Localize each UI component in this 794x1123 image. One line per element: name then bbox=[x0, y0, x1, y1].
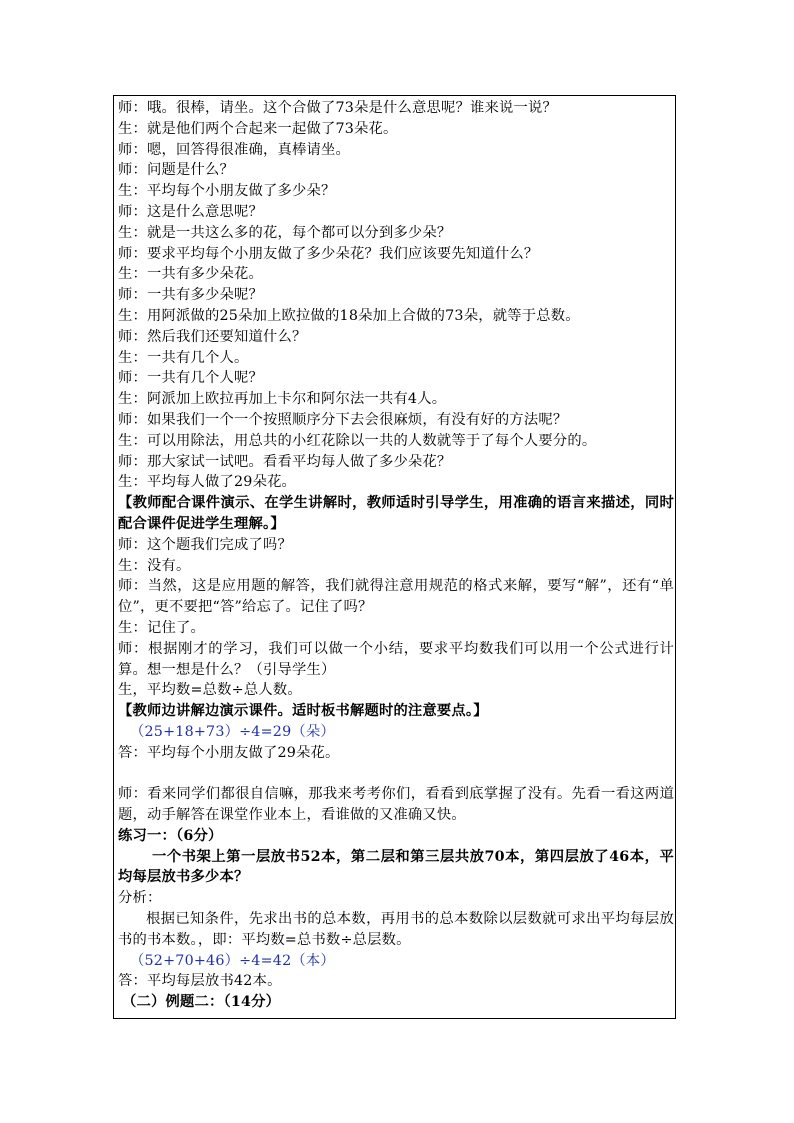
dialogue-line: 生：平均每人做了29朵花。 bbox=[118, 474, 297, 491]
dialogue-line: 生：一共有多少朵花。 bbox=[118, 266, 263, 283]
dialogue-line: 师：根据刚才的学习，我们可以做一个小结，要求平均数我们可以用一个公式进行计算。想一想是什么？（引导学生） bbox=[118, 640, 674, 678]
dialogue-line: 师：问题是什么？ bbox=[118, 162, 234, 179]
analysis-label: 分析： bbox=[118, 890, 162, 907]
spacer bbox=[118, 764, 674, 785]
dialogue-line: 生：记住了。 bbox=[118, 619, 205, 636]
teacher-note: 【教师边讲解边演示课件。适时板书解题时的注意要点。】 bbox=[118, 703, 488, 720]
dialogue-line: 师：这个题我们完成了吗？ bbox=[118, 536, 292, 553]
dialogue-line: 生：就是他们两个合起来一起做了73朵花。 bbox=[118, 120, 398, 137]
dialogue-line: 师：哦。很棒，请坐。这个合做了73朵是什么意思呢？谁来说一说？ bbox=[118, 100, 557, 116]
analysis-text: 根据已知条件，先求出书的总本数，再用书的总本数除以层数就可求出平均每层放书的书本数。，即：平均数=总书数÷总层数。 bbox=[118, 911, 674, 948]
dialogue-line: 生：就是一共这么多的花，每个都可以分到多少朵？ bbox=[118, 224, 452, 241]
dialogue-line: 师：要求平均每个小朋友做了多少朵花？我们应该要先知道什么？ bbox=[118, 245, 539, 262]
dialogue-line: 师：嗯，回答得很准确，真棒请坐。 bbox=[118, 141, 350, 158]
dialogue-line: 师：然后我们还要知道什么？ bbox=[118, 328, 307, 345]
section-heading: （二）例题二：（14分） bbox=[122, 994, 281, 1011]
dialogue-line: 生：平均每个小朋友做了多少朵？ bbox=[118, 183, 336, 200]
dialogue-line: 生，平均数=总数÷总人数。 bbox=[118, 682, 302, 699]
equation: （52+70+46）÷4=42（本） bbox=[130, 952, 335, 969]
dialogue-line: 师：看来同学们都很自信嘛，那我来考考你们，看看到底掌握了没有。先看一看这两道题，动手解答在课堂作业本上，看谁做的又准确又快。 bbox=[118, 786, 674, 824]
exercise-question: 一个书架上第一层放书52本，第二层和第三层共放70本，第四层放了46本，平均每层放书多少本？ bbox=[118, 848, 674, 886]
teacher-note: 【教师配合课件演示、在学生讲解时，教师适时引导学生，用准确的语言来描述，同时配合课件促进学生理解。】 bbox=[118, 495, 674, 532]
answer-line: 答：平均每层放书42本。 bbox=[118, 973, 282, 990]
dialogue-line: 生：用阿派做的25朵加上欧拉做的18朵加上合做的73朵，就等于总数。 bbox=[118, 307, 580, 324]
dialogue-line: 生：阿派加上欧拉再加上卡尔和阿尔法一共有4人。 bbox=[118, 391, 447, 408]
dialogue-line: 师：当然，这是应用题的解答，我们就得注意用规范的格式来解，要写“解”，还有“单位”，更不要把“答”给忘了。记住了吗？ bbox=[118, 578, 674, 616]
dialogue-line: 生：一共有几个人。 bbox=[118, 349, 249, 366]
dialogue-line: 师：如果我们一个一个按照顺序分下去会很麻烦，有没有好的方法呢？ bbox=[118, 411, 568, 428]
dialogue-line: 师：一共有多少朵呢？ bbox=[118, 287, 263, 304]
dialogue-line: 生：可以用除法，用总共的小红花除以一共的人数就等于了每个人要分的。 bbox=[118, 432, 597, 449]
dialogue-line: 师：那大家试一试吧。看看平均每人做了多少朵花？ bbox=[118, 453, 452, 470]
dialogue-line: 生：没有。 bbox=[118, 557, 191, 574]
lesson-content bbox=[118, 98, 674, 1013]
answer-line: 答：平均每个小朋友做了29朵花。 bbox=[118, 744, 340, 761]
dialogue-line: 师：这是什么意思呢？ bbox=[118, 203, 263, 220]
dialogue-line: 师：一共有几个人呢？ bbox=[118, 370, 263, 387]
equation: （25+18+73）÷4=29（朵） bbox=[130, 723, 335, 740]
exercise-heading: 练习一：（6分） bbox=[118, 827, 223, 844]
